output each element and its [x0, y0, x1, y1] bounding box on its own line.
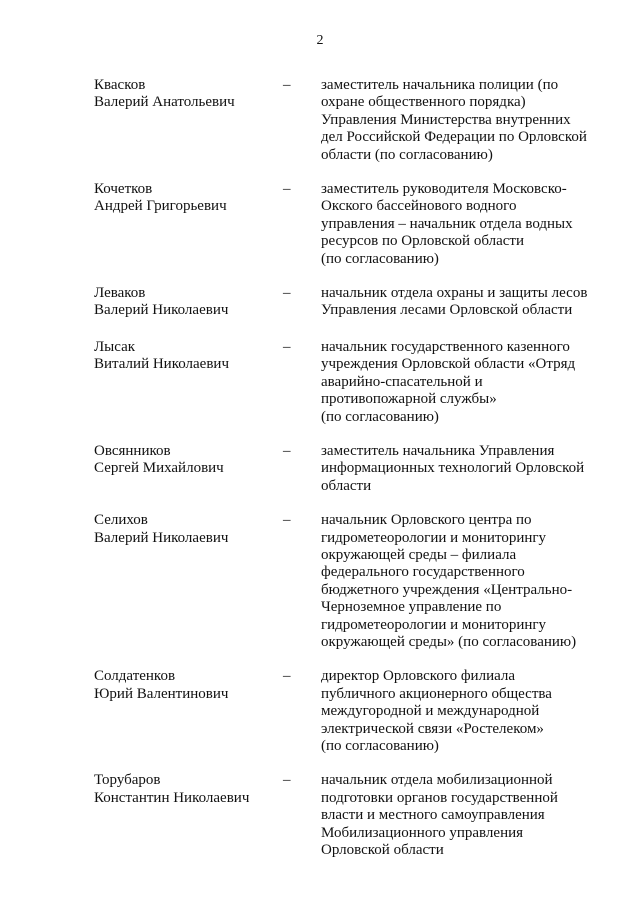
position-line: окружающей среды» (по согласованию) [321, 633, 577, 650]
position-line: управления – начальник отдела водных [321, 215, 573, 232]
member-name [94, 77, 274, 112]
member-entry [0, 443, 640, 495]
position-line: области (по согласованию) [321, 146, 493, 163]
position-line: власти и местного самоуправления [321, 807, 545, 824]
position-line: гидрометеорологии и мониторингу [321, 529, 547, 546]
separator-dash: – [283, 285, 291, 302]
position-line: междугородной и международной [321, 703, 540, 720]
position-line: публичного акционерного общества [321, 685, 552, 702]
member-position [321, 339, 621, 426]
member-surname: Квасков [94, 77, 146, 93]
member-surname: Овсянников [94, 442, 171, 459]
position-line: заместитель руководителя Московско- [321, 181, 567, 198]
separator-dash: – [283, 512, 291, 529]
member-position [321, 772, 621, 859]
position-line: начальник государственного казенного [321, 338, 570, 355]
page-number: 2 [316, 33, 324, 48]
member-name [94, 512, 274, 547]
member-name [94, 339, 274, 374]
member-entry [0, 339, 640, 426]
member-surname: Селихов [94, 512, 148, 529]
position-line: директор Орловского филиала [321, 668, 516, 685]
position-line: начальник отдела мобилизационной [321, 772, 553, 789]
position-line: Орловской области [321, 842, 444, 859]
separator-dash: – [283, 181, 291, 198]
member-position [321, 443, 621, 495]
position-line: начальник отдела охраны и защиты лесов [321, 285, 588, 302]
position-line: (по согласованию) [321, 738, 439, 754]
member-surname: Леваков [94, 285, 146, 302]
position-line: учреждения Орловской области «Отряд [321, 356, 576, 373]
separator-dash: – [283, 77, 291, 93]
position-line: Управления Министерства внутренних [321, 111, 571, 128]
member-given-names: Валерий Анатольевич [94, 94, 235, 111]
member-entry [0, 772, 640, 859]
member-given-names: Юрий Валентинович [94, 685, 229, 702]
member-entry [0, 285, 640, 320]
member-given-names: Валерий Николаевич [94, 529, 229, 546]
position-line: ресурсов по Орловской области [321, 233, 524, 250]
member-entry [0, 181, 640, 268]
member-entry [0, 512, 640, 651]
position-line: бюджетного учреждения «Центрально- [321, 581, 573, 598]
position-line: гидрометеорологии и мониторингу [321, 616, 547, 633]
member-position [321, 668, 621, 755]
position-line: федерального государственного [321, 564, 525, 581]
position-line: заместитель начальника полиции (по [321, 77, 559, 93]
position-line: Управления лесами Орловской области [321, 302, 573, 319]
separator-dash: – [283, 668, 291, 685]
separator-dash: – [283, 338, 291, 355]
position-line: противопожарной службы» [321, 391, 497, 408]
position-line: начальник Орловского центра по [321, 512, 532, 529]
member-name [94, 285, 274, 320]
position-line: электрической связи «Ростелеком» [321, 720, 544, 737]
member-surname: Кочетков [94, 181, 153, 198]
separator-dash: – [283, 772, 291, 789]
position-line: окружающей среды – филиала [321, 546, 517, 563]
member-given-names: Виталий Николаевич [94, 356, 229, 373]
position-line: области [321, 477, 372, 494]
member-entry [0, 668, 640, 755]
member-name [94, 772, 274, 807]
member-surname: Лысак [94, 338, 136, 355]
member-given-names: Сергей Михайлович [94, 460, 224, 477]
member-name [94, 443, 274, 478]
member-surname: Торубаров [94, 772, 161, 789]
separator-dash: – [283, 442, 291, 459]
position-line: информационных технологий Орловской [321, 460, 585, 477]
member-surname: Солдатенков [94, 668, 176, 685]
member-entry [0, 77, 640, 164]
member-position [321, 512, 621, 651]
member-name [94, 181, 274, 216]
position-line: охране общественного порядка) [321, 94, 526, 111]
position-line: Окского бассейнового водного [321, 198, 517, 215]
position-line: Мобилизационного управления [321, 824, 524, 841]
member-given-names: Андрей Григорьевич [94, 198, 227, 215]
position-line: дел Российской Федерации по Орловской [321, 129, 587, 146]
member-position [321, 181, 621, 268]
member-position [321, 77, 621, 164]
position-line: заместитель начальника Управления [321, 442, 555, 459]
position-line: (по согласованию) [321, 250, 439, 267]
member-name [94, 668, 274, 703]
member-list [0, 77, 640, 859]
position-line: аварийно-спасательной и [321, 373, 483, 390]
position-line: (по согласованию) [321, 408, 439, 425]
member-given-names: Валерий Николаевич [94, 302, 229, 319]
position-line: подготовки органов государственной [321, 789, 558, 806]
member-given-names: Константин Николаевич [94, 789, 250, 806]
position-line: Черноземное управление по [321, 599, 502, 616]
member-position [321, 285, 621, 320]
